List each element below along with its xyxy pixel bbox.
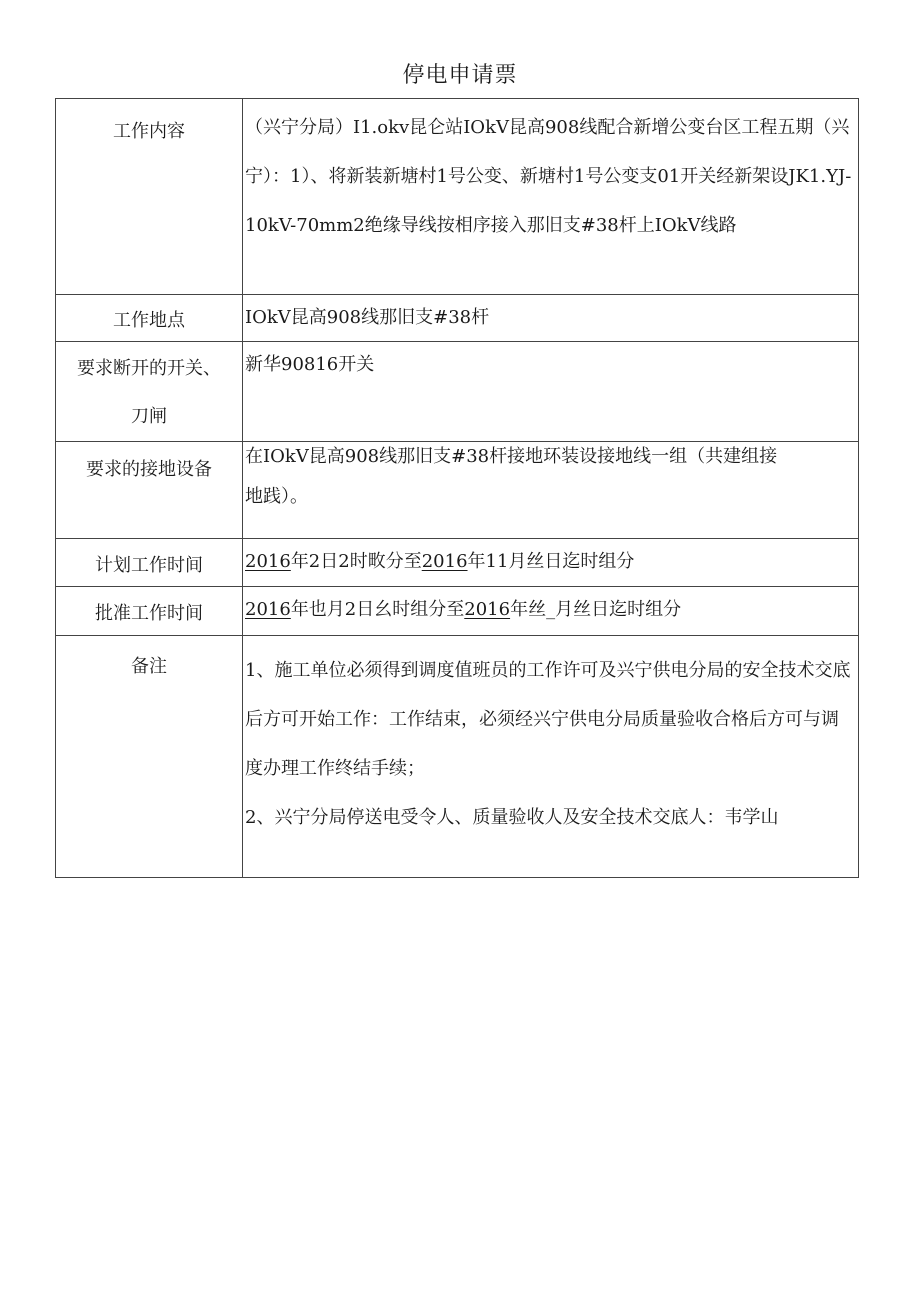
row-work-content	[56, 99, 859, 295]
outage-request-table	[55, 98, 859, 878]
approved-end-year: 2016	[464, 599, 511, 620]
value-cell-switches	[243, 342, 859, 442]
row-grounding	[56, 442, 859, 539]
label-cell-work-content	[56, 99, 243, 295]
value-cell-approved-time	[243, 587, 859, 636]
row-remarks	[56, 636, 859, 878]
label-switches-line2: 刀闸	[131, 406, 167, 427]
text-grounding	[245, 442, 856, 538]
value-cell-planned-time	[243, 539, 859, 587]
label-work-location: 工作地点	[113, 310, 185, 331]
planned-time-tail: 年11月丝日迄时组分	[467, 551, 635, 572]
approved-time-tail: 年丝_月丝日迄时组分	[510, 599, 682, 620]
text-remarks	[245, 636, 856, 842]
row-work-location	[56, 295, 859, 342]
remark-item-2: 2、兴宁分局停送电受令人、质量验收人及安全技术交底人：韦学山	[245, 807, 779, 828]
value-cell-work-location	[243, 295, 859, 342]
document-title: 停电申请票	[402, 63, 518, 88]
text-work-content: （兴宁分局）I1.okv昆仑站IOkV昆高908线配合新增公变台区工程五期（兴宁）：1）、将新装新塘村1号公变、新塘村1号公变支01开关经新架设JK1.YJ-10kV-70mm2绝缘导线按相序接入那旧支#38杆上IOkV线路	[245, 117, 852, 236]
text-grounding-line2: 地践）。	[245, 486, 308, 507]
text-work-location: IOkV昆高908线那旧支#38杆	[245, 307, 490, 328]
label-grounding: 要求的接地设备	[86, 459, 212, 480]
label-approved-time: 批准工作时间	[95, 603, 203, 624]
approved-start-year: 2016	[245, 599, 291, 620]
remark-item-1: 1、施工单位必须得到调度值班员的工作许可及兴宁供电分局的安全技术交底后方可开始工作：工作结束，必须经兴宁供电分局质量验收合格后方可与调度办理工作终结手续；	[245, 660, 851, 779]
text-approved-time	[245, 587, 856, 622]
label-cell-work-location	[56, 295, 243, 342]
text-switches: 新华90816开关	[245, 354, 375, 375]
planned-end-year: 2016	[421, 551, 468, 572]
row-switches	[56, 342, 859, 442]
planned-start-year: 2016	[245, 551, 291, 572]
value-cell-remarks	[243, 636, 859, 878]
text-grounding-line1: 在IOkV昆高908线那旧支#38杆接地环装设接地线一组（共建组接	[245, 446, 778, 467]
label-cell-approved-time	[56, 587, 243, 636]
label-cell-grounding	[56, 442, 243, 539]
label-switches-line1: 要求断开的开关、	[77, 358, 221, 379]
label-planned-time: 计划工作时间	[95, 555, 203, 576]
row-planned-time	[56, 539, 859, 587]
value-cell-work-content	[243, 99, 859, 295]
label-work-content: 工作内容	[113, 121, 185, 142]
planned-time-middle: 年2日2时畋分至	[290, 551, 422, 572]
approved-time-middle: 年也月2日幺时组分至	[290, 599, 465, 620]
label-cell-planned-time	[56, 539, 243, 587]
text-planned-time	[245, 539, 856, 574]
row-approved-time	[56, 587, 859, 636]
value-cell-grounding	[243, 442, 859, 539]
label-cell-switches	[56, 342, 243, 442]
label-remarks: 备注	[131, 656, 167, 677]
label-cell-remarks	[56, 636, 243, 878]
